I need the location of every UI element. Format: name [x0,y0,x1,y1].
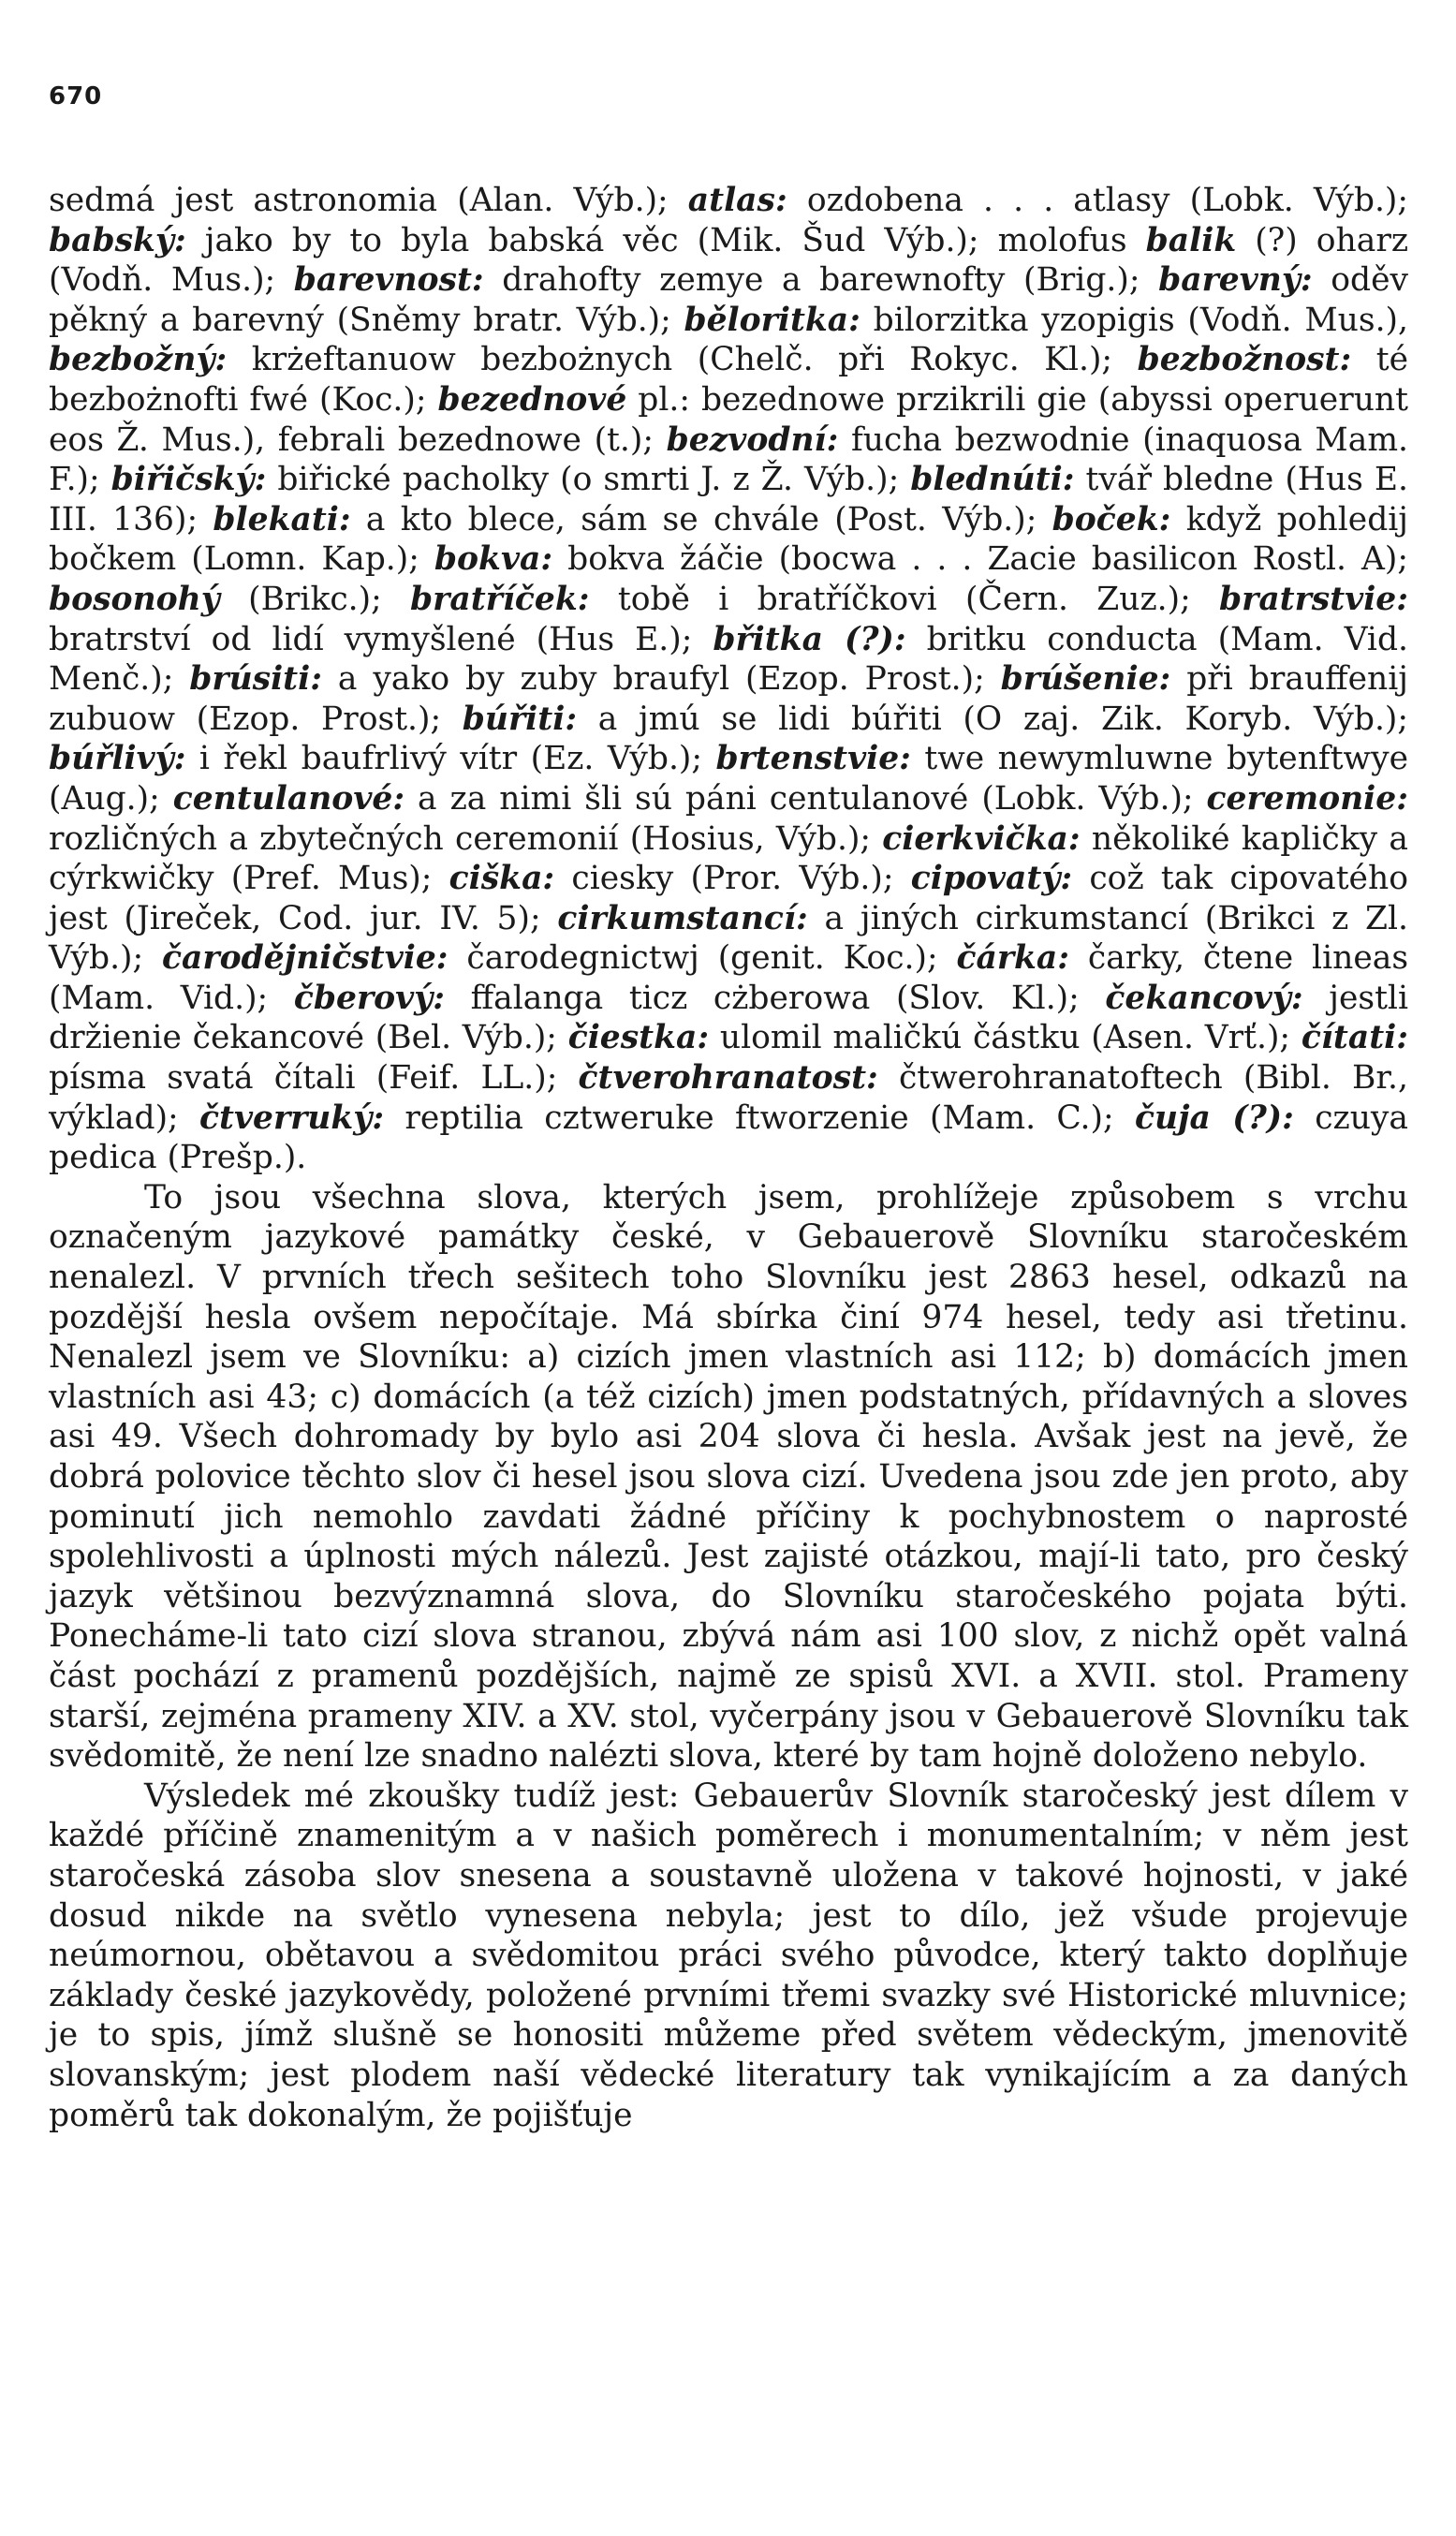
headword: čiestka: [567,1019,710,1057]
entry-text: reptilia cztweruke ftworzenie (Mam. C.); [384,1098,1135,1137]
headword: brtenstvie: [715,740,911,778]
entry-text: drahofty zemye a barewnofty (Brig.); [483,261,1159,300]
headword: bokva: [434,540,553,579]
entry-text: oděv pěkný a barevný (Sněmy bratr. Výb.); [49,261,1408,339]
entry-text: twe newymluwne bytenftwye (Aug.); [49,740,1408,818]
headword: bratříček: [410,580,590,618]
headword: břitka (?): [713,620,906,658]
entry-text: (Brikc.); [219,580,411,618]
headword: čítati: [1301,1019,1408,1057]
body-paragraph-2: Výsledek mé zkoušky tudíž jest: Gebauerův Slovník staročeský jest dílem v každé příčině znamenitým a v našich poměrech i monumentalním; v něm jest staročeská zásoba slov snesena a soustavně uložena v takové hojnosti, v jaké dosud nikde na světlo vynesena nebyla; jest to dílo, jež všude projevuje neúmornou, obětavou a svědomitou práci svého původce, který takto doplňuje základy české jazykovědy, položené prvními třemi svazky své Historické mluvnice; je to spis, jímž slušně se honositi můžeme před světem vědeckým, jmenovitě slovanským; jest plodem naší vědecké literatury tak vynikajícím a za daných poměrů tak dokonalým, že pojišťuje [49,1777,1408,2134]
entry-text: čtwerohranatoftech (Bibl. Br., výklad); [49,1059,1408,1137]
entry-text: i řekl baufrlivý vítr (Ez. Výb.); [185,740,716,778]
headword: bezbožný: [49,341,228,379]
headword: brúšenie: [1000,660,1171,699]
headword: čárka: [956,939,1070,978]
entry-text: čarky, čtene lineas (Mam. Vid.); [49,939,1409,1017]
headword: bezvodní: [666,420,839,459]
entry-text: a jiných cirkumstancí (Brikci z Zl. Výb.); [49,899,1408,978]
entry-text: když pohledij bočkem (Lomn. Kap.); [49,500,1409,579]
entry-text: ozdobena . . . atlasy (Lobk. Výb.); [787,182,1408,219]
headword: bosonohý [49,580,220,618]
entry-text: té bezbożnofti fwé (Koc.); [49,341,1408,419]
entry-text: ciesky (Pror. Výb.); [554,860,911,898]
headword: cipovatý: [910,860,1073,898]
entry-text: což tak cipovatého jest (Jireček, Cod. jur. IV. 5); [49,860,1408,937]
headword: balik [1145,221,1237,259]
headword: brúsiti: [189,660,322,699]
entry-text: pl.: bezednowe przikrili gie (abyssi operuerunt eos Ž. Mus.), febrali bezednowe (t.); [49,380,1408,459]
entry-text: a yako by zuby braufyl (Ezop. Prost.); [321,660,1001,699]
headword: biřičský: [110,461,267,499]
headword: čekancový: [1105,979,1303,1017]
headword: cierkvička: [882,819,1081,858]
headword: bezbožnost: [1137,341,1352,379]
headword: čarodějničstvie: [162,939,449,978]
headword: blekati: [213,500,351,538]
headword: atlas: [687,182,787,219]
headword: barevný: [1158,261,1313,300]
headword: běloritka: [684,301,860,339]
headword: búřiti: [462,700,578,738]
entry-text: fucha bezwodnie (inaquosa Mam. F.); [49,420,1408,499]
headword: bratrstvie: [1219,580,1408,618]
entry-text: bratrství od lidí vymyšlené (Hus E.); [49,620,713,658]
headword: centulanové: [172,779,405,818]
text-column [49,181,1408,2135]
headword: čberový: [293,979,445,1017]
entry-text: krżeftanuow bezbożnych (Chelč. při Rokyc. Kl.); [227,341,1138,379]
entry-text: a jmú se lidi búřiti (O zaj. Zik. Koryb. Výb.); [577,700,1408,738]
headword: blednúti: [910,461,1075,499]
entry-text: jestli držienie čekancové (Bel. Výb.); [49,979,1408,1057]
headword: barevnost: [293,261,484,300]
entry-text: čarodegnictwj (genit. Koc.); [448,939,957,978]
entry-text: britku conducta (Mam. Vid. Menč.); [49,620,1409,699]
entry-text: při brauffenij zubuow (Ezop. Prost.); [49,660,1408,738]
headword: ceremonie: [1206,779,1408,818]
entry-text: rozličných a zbytečných ceremonií (Hosius, Výb.); [49,819,883,858]
headword: boček: [1052,500,1171,538]
headword: čuja (?): [1134,1098,1294,1137]
body-paragraph-1: To jsou všechna slova, kterých jsem, prohlížeje způsobem s vrchu označeným jazykové památky české, v Gebauerově Slovníku staročeském nenalezl. V prvních třech sešitech toho Slovníku jest 2863 hesel, odkazů na pozdější hesla ovšem nepočítaje. Má sbírka činí 974 hesel, tedy asi třetinu. Nenalezl jsem ve Slovníku: a) cizích jmen vlastních asi 112; b) domácích jmen vlastních asi 43; c) domácích (a též cizích) jmen podstatných, přídavných a sloves asi 49. Všech dohromady by bylo asi 204 slova či hesla. Avšak jest na jevě, že dobrá polovice těchto slov či hesel jsou slova cizí. Uvedena jsou zde jen proto, aby pominutí jich nemohlo zavdati žádné příčiny k pochybnostem o naprosté spolehlivosti a úplnosti mých nálezů. Jest zajisté otázkou, mají-li tato, pro český jazyk většinou bezvýznamná slova, do Slovníku staročeského pojata býti. Ponecháme-li tato cizí slova stranou, zbývá nám asi 100 slov, z nichž opět valná část pochází z pramenů pozdějších, najmě ze spisů XVI. a XVII. stol. Prameny starší, zejména prameny XIV. a XV. stol, vyčerpány jsou v Gebauerově Slovníku tak svědomitě, že není lze snadno nalézti slova, které by tam hojně doloženo nebylo. [49,1178,1408,1776]
headword: bezednové [437,380,627,419]
headword: cirkumstancí: [557,899,808,937]
entry-text: biřické pacholky (o smrti J. z Ž. Výb.); [266,461,911,499]
entry-text: (?) oharz (Vodň. Mus.); [49,221,1409,300]
entry-text: tvář bledne (Hus E. III. 136); [49,461,1408,538]
entry-text: bilorzitka yzopigis (Vodň. Mus.), [860,301,1408,339]
headword: babský: [49,221,186,259]
entry-text: ulomil maličkú částku (Asen. Vrť.); [709,1019,1302,1057]
entry-text: písma svatá čítali (Feif. LL.); [49,1059,579,1098]
entry-text: a kto blece, sám se chvále (Post. Výb.); [350,500,1052,538]
entry-text: czuya pedica (Prešp.). [49,1098,1408,1177]
headword: ciška: [449,860,555,898]
entry-text: jako by to byla babská věc (Mik. Šud Výb.); molofus [185,221,1146,259]
entry-text: bokva žáčie (bocwa . . . Zacie basilicon Rostl. A); [552,540,1408,579]
entry-text: tobě i bratříčkovi (Čern. Zuz.); [589,580,1220,618]
dictionary-entries-paragraph [49,181,1408,1178]
entry-text: sedmá jest astronomia (Alan. Výb.); [49,182,688,219]
headword: čtverohranatost: [578,1059,878,1098]
page-number: 670 [49,82,103,111]
entry-text: a za nimi šli sú páni centulanové (Lobk. Výb.); [404,779,1207,818]
entry-text: několiké kapličky a cýrkwičky (Pref. Mus); [49,819,1408,898]
entry-text: ffalanga ticz cżberowa (Slov. Kl.); [444,979,1106,1017]
headword: búřlivý: [49,740,186,778]
headword: čtverruký: [199,1098,385,1137]
